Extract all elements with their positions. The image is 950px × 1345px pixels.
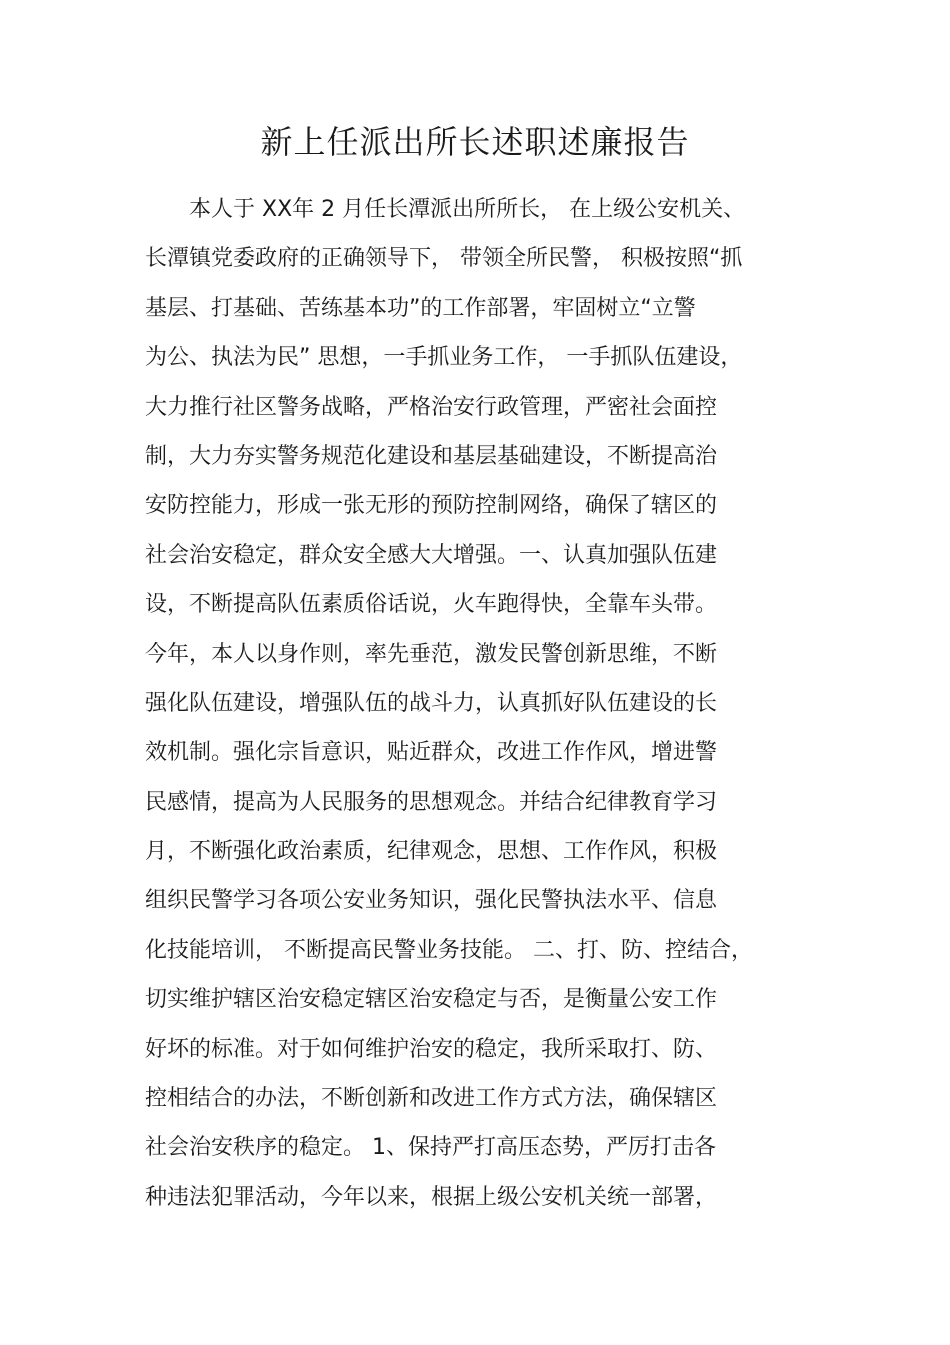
text-line: 种违法犯罪活动，今年以来，根据上级公安机关统一部署， xyxy=(145,1184,718,1210)
text-line: 切实维护辖区治安稳定辖区治安稳定与否，是衡量公安工作 xyxy=(145,987,718,1013)
text-line: 强化队伍建设，增强队伍的战斗力，认真抓好队伍建设的长 xyxy=(145,690,718,716)
body-text xyxy=(145,185,845,1222)
text-line: 制，大力夯实警务规范化建设和基层基础建设，不断提高治 xyxy=(145,443,718,469)
text-line: 基层、打基础、苦练基本功”的工作部署，牢固树立“立警 xyxy=(145,295,696,321)
text-line: 今年，本人以身作则，率先垂范，激发民警创新思维，不断 xyxy=(145,641,718,667)
text-line: 化技能培训， 不断提高民警业务技能。 二、打、防、控结合， xyxy=(145,937,753,963)
text-line: 组织民警学习各项公安业务知识，强化民警执法水平、信息 xyxy=(145,888,718,914)
page-title: 新上任派出所长述职述廉报告 xyxy=(260,123,690,161)
text-line: 好坏的标准。对于如何维护治安的稳定，我所采取打、防、 xyxy=(145,1036,718,1062)
text-line: 安防控能力，形成一张无形的预防控制网络，确保了辖区的 xyxy=(145,493,718,519)
text-line: 社会治安秩序的稳定。 1、保持严打高压态势，严厉打击各 xyxy=(145,1135,716,1161)
text-line: 月，不断强化政治素质，纪律观念，思想、工作作风，积极 xyxy=(145,839,718,865)
text-line: 社会治安稳定，群众安全感大大增强。一、认真加强队伍建 xyxy=(145,542,718,568)
text-line: 控相结合的办法，不断创新和改进工作方式方法，确保辖区 xyxy=(145,1086,718,1112)
text-line: 大力推行社区警务战略，严格治安行政管理，严密社会面控 xyxy=(145,394,718,420)
text-line: 效机制。强化宗旨意识，贴近群众，改进工作作风，增进警 xyxy=(145,740,718,766)
text-line: 长潭镇党委政府的正确领导下， 带领全所民警， 积极按照“抓 xyxy=(145,246,743,272)
text-line: 民感情，提高为人民服务的思想观念。并结合纪律教育学习 xyxy=(145,789,718,815)
text-line: 为公、执法为民” 思想，一手抓业务工作， 一手抓队伍建设， xyxy=(145,345,743,371)
text-line: 本人于 XX年 2 月任长潭派出所所长， 在上级公安机关、 xyxy=(145,197,746,222)
text-line: 设，不断提高队伍素质俗话说，火车跑得快，全靠车头带。 xyxy=(145,592,718,618)
